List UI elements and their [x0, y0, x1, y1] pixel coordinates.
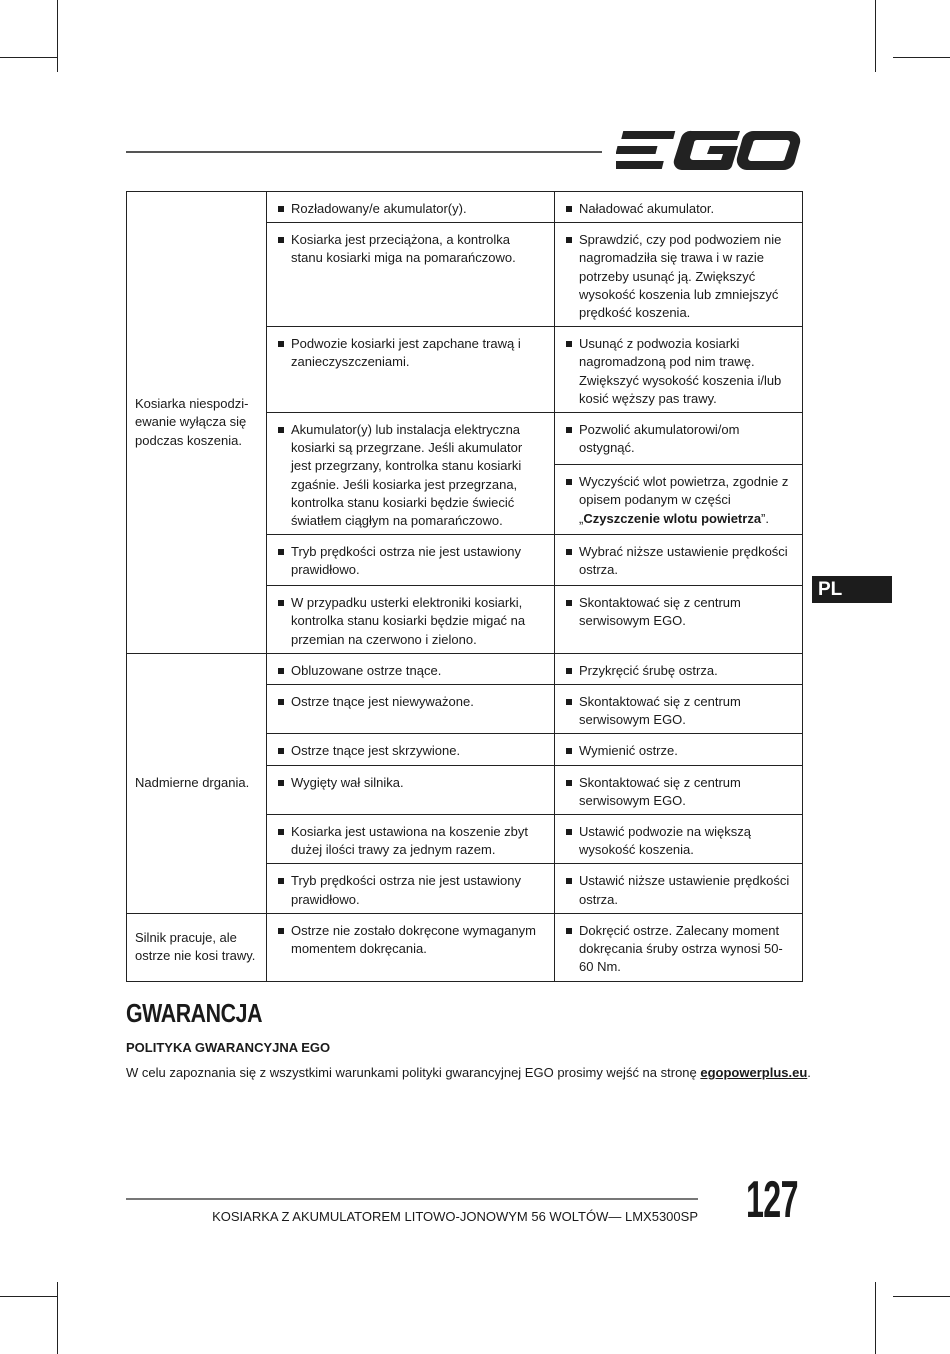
- section-reference: Czyszczenie wlotu powietrza: [583, 510, 762, 526]
- cause-cell: Tryb prędkości ostrza nie jest ustawiony prawidłowo.: [267, 864, 555, 913]
- solution-cell: Ustawić niższe ustawienie prędkości ostrza.: [555, 864, 803, 913]
- cause-cell: Ostrze tnące jest skrzywione.: [267, 734, 555, 765]
- cause-cell: Ostrze nie zostało dokręcone wymaganym momentem dokręcania.: [267, 913, 555, 981]
- warranty-text: W celu zapoznania się z wszystkimi warunkami polityki gwarancyjnej EGO prosimy wejść na stronę egopowerplus.eu.: [126, 1065, 811, 1080]
- footer-rule: [126, 1198, 698, 1200]
- cause-cell: W przypadku usterki elektroniki kosiarki, kontrolka stanu kosiarki będzie migać na przemian na czerwono i zielono.: [267, 586, 555, 654]
- cause-cell: Ostrze tnące jest niewyważone.: [267, 685, 555, 734]
- solution-cell: Skontaktować się z centrum serwisowym EGO.: [555, 685, 803, 734]
- solution-cell: Naładować akumulator.: [555, 192, 803, 223]
- ego-logo: [616, 128, 801, 173]
- solution-cell: Wymienić ostrze.: [555, 734, 803, 765]
- crop-mark: [0, 1296, 57, 1297]
- crop-mark: [875, 0, 876, 72]
- header-rule: [126, 151, 602, 153]
- cause-cell: Rozładowany/e akumulator(y).: [267, 192, 555, 223]
- troubleshooting-table: [126, 191, 803, 982]
- table-row: [127, 653, 803, 684]
- solution-cell: Przykręcić śrubę ostrza.: [555, 653, 803, 684]
- cause-cell: Akumulator(y) lub instalacja elektryczna kosiarki są przegrzane. Jeśli akumulator jest przegrzany, kontrolka stanu kosiarki zgaśnie. Jeśli kosiarka jest przegrzana, kontrolka stanu kosiarki będzie świecić światłem ciągłym na pomarańczowo.: [267, 413, 555, 535]
- cause-cell: Tryb prędkości ostrza nie jest ustawiony prawidłowo.: [267, 535, 555, 586]
- crop-mark: [57, 0, 58, 72]
- footer-title: KOSIARKA Z AKUMULATOREM LITOWO-JONOWYM 56 WOLTÓW— LMX5300SP: [212, 1209, 698, 1224]
- solution-cell: Skontaktować się z centrum serwisowym EGO.: [555, 586, 803, 654]
- cause-cell: Kosiarka jest przeciążona, a kontrolka stanu kosiarki miga na pomarańczowo.: [267, 223, 555, 327]
- solution-cell: Wyczyścić wlot powietrza, zgodnie z opisem podanym w części „Czyszczenie wlotu powietrza”.: [555, 465, 803, 535]
- warranty-subheading: POLITYKA GWARANCYJNA EGO: [126, 1040, 331, 1055]
- solution-cell: Usunąć z podwozia kosiarki nagromadzoną pod nim trawę. Zwiększyć wysokość koszenia i/lub kosić węższy pas trawy.: [555, 327, 803, 413]
- cause-cell: Wygięty wał silnika.: [267, 765, 555, 814]
- cause-cell: Obluzowane ostrze tnące.: [267, 653, 555, 684]
- table-row: [127, 192, 803, 223]
- warranty-link[interactable]: egopowerplus.eu: [700, 1065, 808, 1080]
- solution-cell: Dokręcić ostrze. Zalecany moment dokręcania śruby ostrza wynosi 50-60 Nm.: [555, 913, 803, 981]
- crop-mark: [893, 57, 950, 58]
- symptom-cell: Silnik pracuje, ale ostrze nie kosi trawy.: [127, 913, 267, 981]
- cause-cell: Podwozie kosiarki jest zapchane trawą i zanieczyszczeniami.: [267, 327, 555, 413]
- page-number: 127: [746, 1171, 798, 1229]
- solution-cell: Skontaktować się z centrum serwisowym EGO.: [555, 765, 803, 814]
- crop-mark: [875, 1282, 876, 1354]
- solution-cell: Sprawdzić, czy pod podwoziem nie nagromadziła się trawa i w razie potrzeby usunąć ją. Zwiększyć wysokość koszenia lub zmniejszyć prędkość koszenia.: [555, 223, 803, 327]
- crop-mark: [893, 1296, 950, 1297]
- language-tab: PL: [812, 576, 892, 603]
- table-row: [127, 913, 803, 981]
- solution-cell: Ustawić podwozie na większą wysokość koszenia.: [555, 815, 803, 864]
- cause-cell: Kosiarka jest ustawiona na koszenie zbyt dużej ilości trawy za jednym razem.: [267, 815, 555, 864]
- solution-cell: Pozwolić akumulatorowi/om ostygnąć.: [555, 413, 803, 465]
- crop-mark: [57, 1282, 58, 1354]
- solution-cell: Wybrać niższe ustawienie prędkości ostrza.: [555, 535, 803, 586]
- crop-mark: [0, 57, 57, 58]
- symptom-cell: Nadmierne drgania.: [127, 653, 267, 913]
- symptom-cell: Kosiarka niespodzi- ewanie wyłącza się podczas koszenia.: [127, 192, 267, 654]
- warranty-heading: GWARANCJA: [126, 998, 263, 1028]
